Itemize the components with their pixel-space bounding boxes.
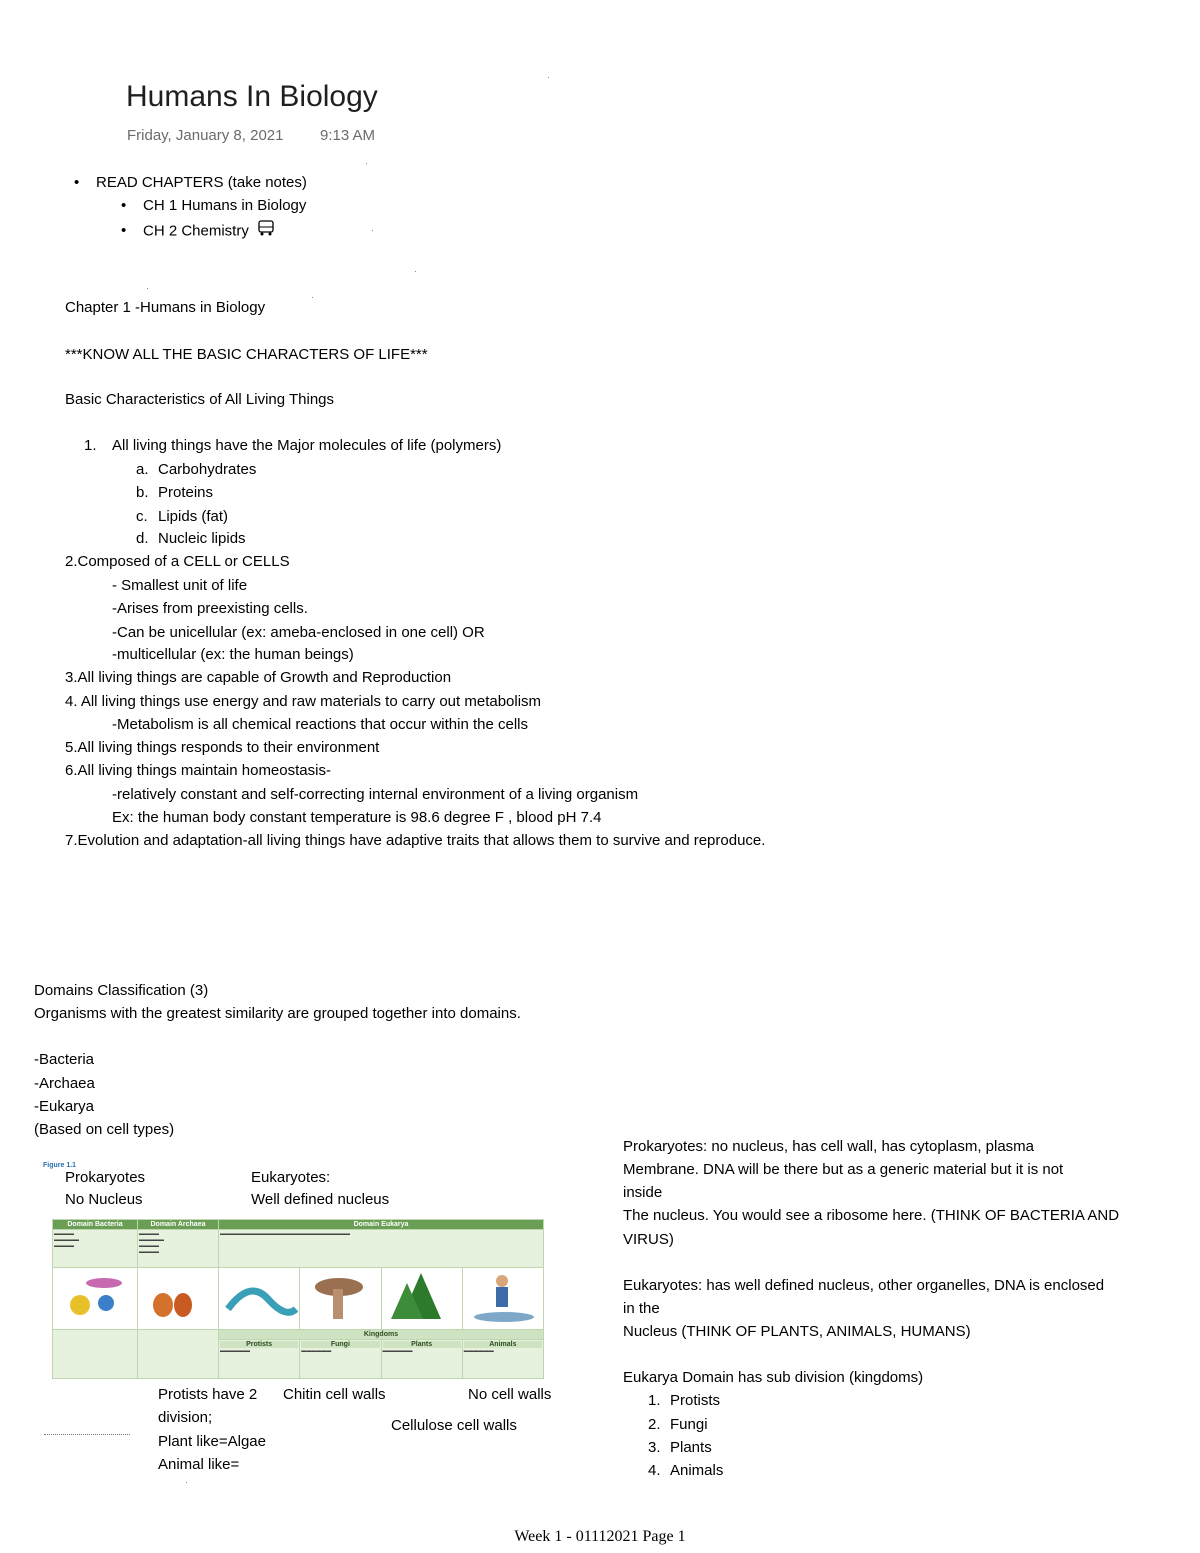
list-detail: Ex: the human body constant temperature is 98.6 degree F , blood pH 7.4 <box>112 809 602 826</box>
eukaryotes-title: Eukaryotes: <box>251 1169 331 1186</box>
chapter-heading: Chapter 1 -Humans in Biology <box>65 299 266 316</box>
domains-table-figure <box>52 1219 544 1379</box>
stray-dot <box>548 77 549 78</box>
protists-note-line: Plant like=Algae <box>158 1433 266 1450</box>
list-detail: -Metabolism is all chemical reactions that occur within the cells <box>112 716 528 733</box>
sub-list-item: c. Lipids (fat) <box>136 508 229 525</box>
domains-intro: Organisms with the greatest similarity are grouped together into domains. <box>34 1005 521 1022</box>
domain-list-item: -Archaea <box>34 1075 95 1092</box>
faint-caption <box>44 1434 130 1436</box>
table-cell <box>138 1330 219 1379</box>
table-image-cell <box>138 1268 219 1330</box>
todo-subitem: • CH 1 Humans in Biology <box>143 194 306 217</box>
page-footer: Week 1 - 01112021 Page 1 <box>514 1528 686 1545</box>
stray-dot <box>372 230 373 231</box>
list-detail: -relatively constant and self-correcting internal environment of a living organism <box>112 786 639 803</box>
domain-list-item: -Eukarya <box>34 1098 95 1115</box>
list-detail: - Smallest unit of life <box>112 577 248 594</box>
prokaryote-note-line: VIRUS) <box>623 1231 674 1248</box>
table-cell: ▬▬▬▬ ▬▬▬▬▬ ▬▬▬▬ ▬▬▬▬ <box>138 1230 219 1268</box>
eukaryotes-desc: Well defined nucleus <box>251 1191 390 1208</box>
animals-note: No cell walls <box>468 1386 552 1403</box>
protists-note-line: division; <box>158 1409 213 1426</box>
kingdoms-heading: Eukarya Domain has sub division (kingdoms) <box>623 1369 924 1386</box>
prokaryote-note-line: Membrane. DNA will be there but as a generic material but it is not <box>623 1161 1064 1178</box>
list-item: 2.Composed of a CELL or CELLS <box>65 553 290 570</box>
eukaryote-note-line: Nucleus (THINK OF PLANTS, ANIMALS, HUMANS) <box>623 1323 971 1340</box>
kingdom-list-item: 3. Plants <box>648 1439 712 1456</box>
bus-icon <box>257 219 275 244</box>
section-subheading: Basic Characteristics of All Living Things <box>65 391 335 408</box>
prokaryote-note-line: Prokaryotes: no nucleus, has cell wall, has cytoplasm, plasma <box>623 1138 1035 1155</box>
prokaryotes-title: Prokaryotes <box>65 1169 146 1186</box>
page-date: Friday, January 8, 2021 <box>127 127 284 144</box>
page-time: 9:13 AM <box>320 127 376 144</box>
todo-item: • READ CHAPTERS (take notes) <box>96 171 307 194</box>
stray-dot <box>147 288 148 289</box>
table-header: Domain Bacteria <box>53 1220 138 1230</box>
prokaryote-note-line: inside <box>623 1184 663 1201</box>
list-detail: -Can be unicellular (ex: ameba-enclosed in one cell) OR <box>112 624 485 641</box>
eukaryote-note-line: in the <box>623 1300 660 1317</box>
list-detail: -Arises from preexisting cells. <box>112 600 308 617</box>
sub-list-item: d. Nucleic lipids <box>136 530 246 547</box>
domain-list-note: (Based on cell types) <box>34 1121 175 1138</box>
kingdom-cell: Plants ▬▬▬▬▬▬ <box>381 1340 462 1379</box>
list-item: 6.All living things maintain homeostasis- <box>65 762 331 779</box>
stray-dot <box>366 163 367 164</box>
kingdom-cell: Protists ▬▬▬▬▬▬ <box>219 1340 300 1379</box>
fungi-image <box>301 1269 379 1325</box>
kingdom-cell: Fungi ▬▬▬▬▬▬ <box>300 1340 381 1379</box>
table-image-cell <box>53 1268 138 1330</box>
sub-list-item: a. Carbohydrates <box>136 461 257 478</box>
kingdom-list-item: 2. Fungi <box>648 1416 708 1433</box>
fungi-note: Chitin cell walls <box>283 1386 386 1403</box>
archaea-image <box>139 1269 215 1325</box>
table-cell <box>53 1330 138 1379</box>
kingdoms-label: Kingdoms <box>219 1330 544 1340</box>
plants-note: Cellulose cell walls <box>391 1417 517 1434</box>
list-item: 7.Evolution and adaptation-all living things have adaptive traits that allows them to survive and reproduce. <box>65 832 766 849</box>
list-detail: -multicellular (ex: the human beings) <box>112 646 354 663</box>
domains-heading: Domains Classification (3) <box>34 982 209 999</box>
domain-list-item: -Bacteria <box>34 1051 95 1068</box>
table-header: Domain Archaea <box>138 1220 219 1230</box>
animals-image <box>464 1269 542 1325</box>
kingdom-list-item: 4. Animals <box>648 1462 724 1479</box>
prokaryote-note-line: The nucleus. You would see a ribosome here. (THINK OF BACTERIA AND <box>623 1207 1120 1224</box>
list-item: 5.All living things responds to their environment <box>65 739 380 756</box>
stray-dot <box>312 297 313 298</box>
table-header: Domain Eukarya <box>219 1220 544 1230</box>
protists-note-line: Protists have 2 <box>158 1386 258 1403</box>
table-image-cell <box>462 1268 543 1330</box>
kingdom-cell: Animals ▬▬▬▬▬▬ <box>462 1340 543 1379</box>
protist-image <box>220 1269 298 1325</box>
todo-subitem: • CH 2 Chemistry <box>143 219 275 244</box>
protists-note-line: Animal like= <box>158 1456 240 1473</box>
bacteria-image <box>54 1269 134 1325</box>
table-image-cell <box>219 1268 300 1330</box>
page-title: Humans In Biology <box>126 80 378 113</box>
list-item: 3.All living things are capable of Growth and Reproduction <box>65 669 452 686</box>
table-cell: ▬▬▬▬▬▬▬▬▬▬▬▬▬▬▬▬▬▬▬▬▬▬▬▬▬▬ <box>219 1230 544 1268</box>
prokaryotes-desc: No Nucleus <box>65 1191 143 1208</box>
list-item: 4. All living things use energy and raw materials to carry out metabolism <box>65 693 542 710</box>
eukaryote-note-line: Eukaryotes: has well defined nucleus, other organelles, DNA is enclosed <box>623 1277 1105 1294</box>
table-image-cell <box>381 1268 462 1330</box>
table-image-cell <box>300 1268 381 1330</box>
table-cell: ▬▬▬▬ ▬▬▬▬▬ ▬▬▬▬ <box>53 1230 138 1268</box>
emphasis-note: ***KNOW ALL THE BASIC CHARACTERS OF LIFE*** <box>65 346 428 363</box>
plants-image <box>383 1269 461 1325</box>
stray-dot <box>186 1482 187 1483</box>
figure-label: Figure 1.1 <box>43 1162 77 1169</box>
kingdom-list-item: 1. Protists <box>648 1392 721 1409</box>
list-item: 1. All living things have the Major molecules of life (polymers) <box>84 437 502 454</box>
sub-list-item: b. Proteins <box>136 484 214 501</box>
stray-dot <box>415 271 416 272</box>
